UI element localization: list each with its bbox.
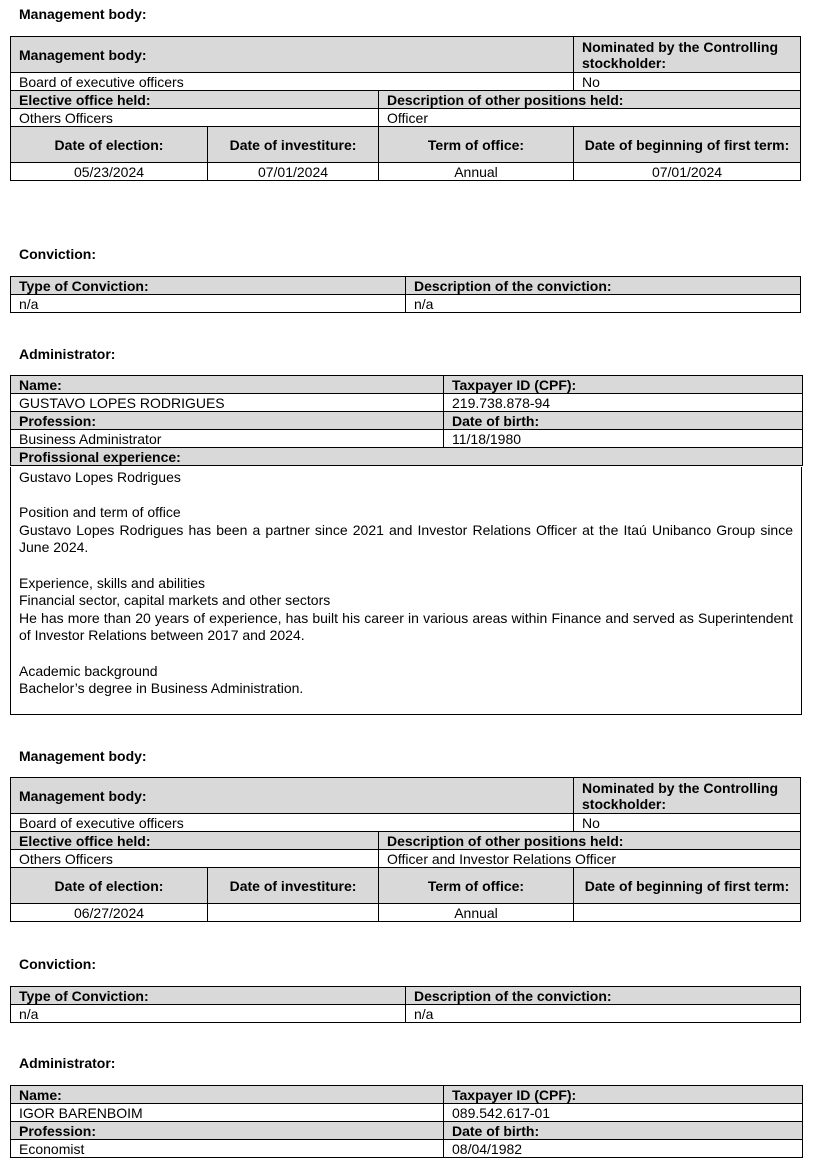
other-positions-value: Officer and Investor Relations Officer — [379, 850, 801, 868]
election-date-value: 06/27/2024 — [11, 904, 208, 922]
conviction-type-value: n/a — [11, 1005, 406, 1023]
cpf-value: 089.542.617-01 — [444, 1104, 803, 1122]
conviction-heading: Conviction: — [19, 246, 96, 262]
term-value: Annual — [379, 163, 574, 181]
academic-title: Academic background — [19, 662, 158, 679]
first-term-value: 07/01/2024 — [574, 163, 801, 181]
elective-office-value: Others Officers — [11, 109, 379, 127]
management-body-table — [10, 777, 801, 922]
investiture-date-label: Date of investiture: — [208, 868, 379, 904]
first-term-value — [574, 904, 801, 922]
conviction-desc-label: Description of the conviction: — [406, 987, 801, 1005]
experience-name: Gustavo Lopes Rodrigues — [19, 469, 181, 485]
skills-title: Experience, skills and abilities — [19, 574, 205, 591]
conviction-desc-label: Description of the conviction: — [406, 277, 801, 295]
management-body-value: Board of executive officers — [11, 814, 574, 832]
term-label: Term of office: — [379, 127, 574, 163]
nominated-value: No — [574, 814, 801, 832]
investiture-date-value: 07/01/2024 — [208, 163, 379, 181]
academic-text: Bachelor’s degree in Business Administration. — [19, 680, 304, 697]
name-value: IGOR BARENBOIM — [11, 1104, 444, 1122]
name-value: GUSTAVO LOPES RODRIGUES — [11, 394, 444, 412]
cpf-label: Taxpayer ID (CPF): — [444, 1086, 803, 1104]
administrator-heading: Administrator: — [19, 346, 116, 362]
management-body-heading: Management body: — [19, 6, 147, 22]
investiture-date-label: Date of investiture: — [208, 127, 379, 163]
election-date-value: 05/23/2024 — [11, 163, 208, 181]
skills-text: He has more than 20 years of experience, has built his career in various areas within Finance and served as Superintendent of Investor Relations between 2017 and 2024. — [19, 609, 793, 644]
other-positions-label: Description of other positions held: — [379, 91, 801, 109]
conviction-desc-value: n/a — [406, 295, 801, 313]
name-label: Name: — [11, 1086, 444, 1104]
dob-value: 11/18/1980 — [444, 430, 803, 448]
first-term-label: Date of beginning of first term: — [574, 868, 801, 904]
elective-office-value: Others Officers — [11, 850, 379, 868]
election-date-label: Date of election: — [11, 127, 208, 163]
dob-value: 08/04/1982 — [444, 1140, 803, 1158]
investiture-date-value — [208, 904, 379, 922]
conviction-table — [10, 986, 801, 1023]
position-text: Gustavo Lopes Rodrigues has been a partner since 2021 and Investor Relations Officer at the Itaú Unibanco Group since June 2024. — [19, 521, 793, 556]
profession-value: Business Administrator — [11, 430, 444, 448]
dob-label: Date of birth: — [444, 412, 803, 430]
position-title: Position and term of office — [19, 504, 181, 521]
management-body-table — [10, 36, 801, 181]
elective-office-label: Elective office held: — [11, 832, 379, 850]
term-label: Term of office: — [379, 868, 574, 904]
conviction-heading: Conviction: — [19, 956, 96, 972]
nominated-label: Nominated by the Controlling stockholder: — [574, 778, 801, 814]
skills-subtitle: Financial sector, capital markets and other sectors — [19, 592, 331, 609]
election-date-label: Date of election: — [11, 868, 208, 904]
profession-label: Profession: — [11, 412, 444, 430]
other-positions-label: Description of other positions held: — [379, 832, 801, 850]
administrator-table — [10, 1085, 803, 1158]
conviction-table — [10, 276, 801, 313]
profession-label: Profession: — [11, 1122, 444, 1140]
first-term-label: Date of beginning of first term: — [574, 127, 801, 163]
experience-box — [10, 467, 802, 715]
management-body-label: Management body: — [11, 778, 574, 814]
experience-label: Profissional experience: — [11, 448, 803, 466]
cpf-value: 219.738.878-94 — [444, 394, 803, 412]
profession-value: Economist — [11, 1140, 444, 1158]
nominated-value: No — [574, 73, 801, 91]
cpf-label: Taxpayer ID (CPF): — [444, 376, 803, 394]
conviction-type-value: n/a — [11, 295, 406, 313]
other-positions-value: Officer — [379, 109, 801, 127]
term-value: Annual — [379, 904, 574, 922]
conviction-type-label: Type of Conviction: — [11, 987, 406, 1005]
conviction-type-label: Type of Conviction: — [11, 277, 406, 295]
administrator-heading: Administrator: — [19, 1055, 116, 1071]
dob-label: Date of birth: — [444, 1122, 803, 1140]
conviction-desc-value: n/a — [406, 1005, 801, 1023]
management-body-value: Board of executive officers — [11, 73, 574, 91]
elective-office-label: Elective office held: — [11, 91, 379, 109]
management-body-label: Management body: — [11, 37, 574, 73]
management-body-heading: Management body: — [19, 748, 147, 764]
administrator-table — [10, 375, 803, 466]
name-label: Name: — [11, 376, 444, 394]
nominated-label: Nominated by the Controlling stockholder: — [574, 37, 801, 73]
